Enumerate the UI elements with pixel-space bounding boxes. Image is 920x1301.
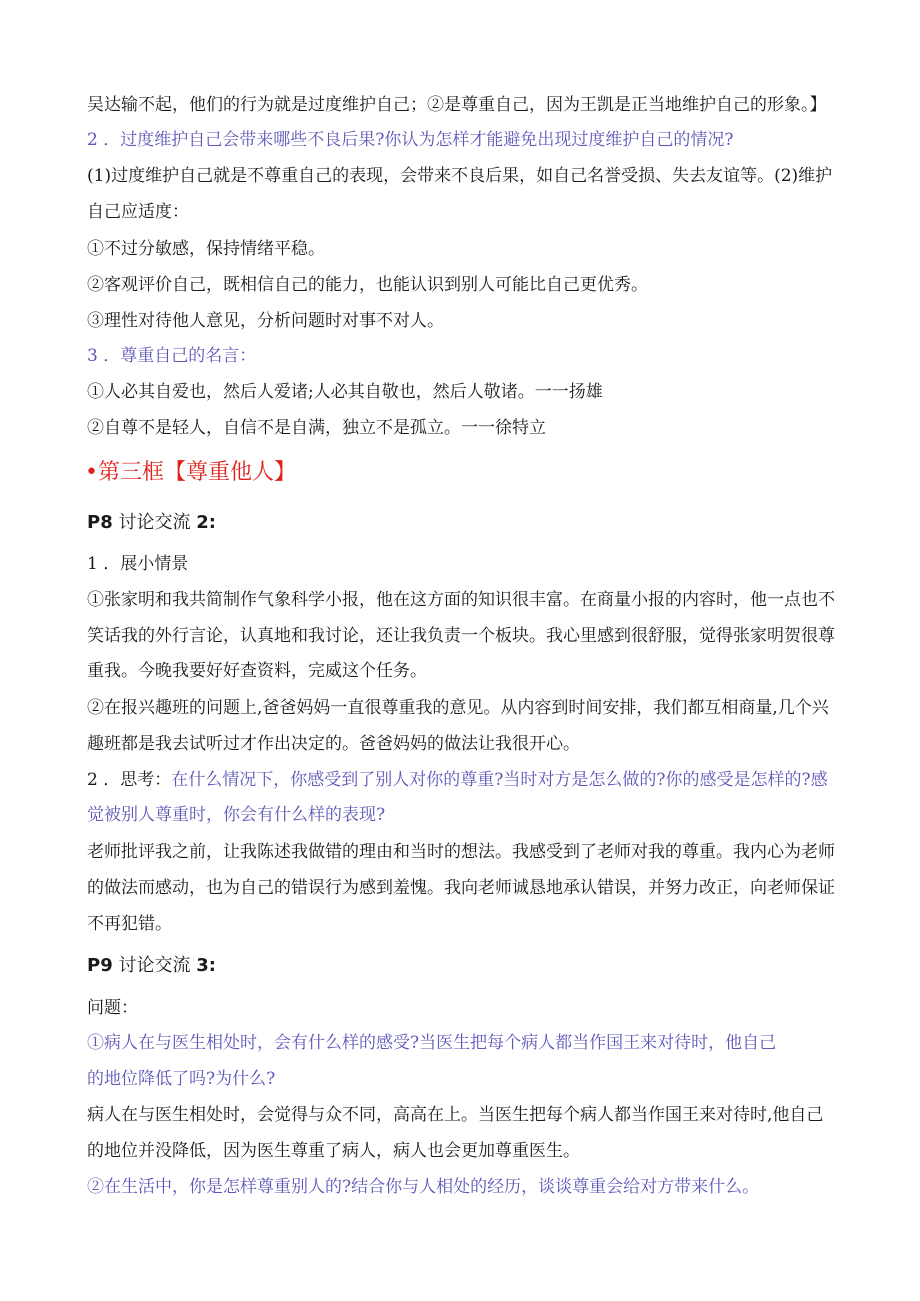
answer-line: 自己应适度：	[87, 202, 189, 222]
scenario-line: ①张家明和我共简制作气象科学小报，他在这方面的知识很丰富。在商量小报的内容时，他一点也不	[87, 590, 835, 610]
think-label: 2 ．思考：	[87, 770, 172, 790]
heading-label: 讨论交流	[118, 955, 191, 976]
answer-line: 病人在与医生相处时，会觉得与众不同，高高在上。当医生把每个病人都当作国王来对待时,他自己	[87, 1105, 824, 1125]
scenario-line: 趣班都是我去试听过才作出决定的。爸爸妈妈的做法让我很开心。	[87, 734, 580, 754]
quote-line: ②自尊不是轻人，自信不是自满，独立不是孤立。一一徐特立	[87, 418, 546, 438]
item-heading: 1 ．展小情景	[87, 554, 189, 574]
heading-number: 3:	[196, 955, 216, 976]
question-1: ①病人在与医生相处时，会有什么样的感受?当医生把每个病人都当作国王来对待时，他自己	[87, 1033, 777, 1053]
answer-line: ②客观评价自己，既相信自己的能力，也能认识到别人可能比自己更优秀。	[87, 275, 648, 295]
scenario-line: ②在报兴趣班的问题上,爸爸妈妈一直很尊重我的意见。从内容到时间安排，我们都互相商量,几个兴	[87, 698, 829, 718]
scenario-line: 笑话我的外行言论，认真地和我讨论，还让我负责一个板块。我心里感到很舒服，觉得张家明贺很尊	[87, 626, 835, 646]
quote-line: ①人必其自爱也，然后人爱诸;人必其自敬也，然后人敬诸。一一扬雄	[87, 382, 603, 402]
scenario-line: 重我。今晚我要好好查资料，完威这个任务。	[87, 661, 427, 681]
question-3: 3 ．尊重自己的名言：	[87, 346, 257, 366]
discussion-heading-p8	[87, 510, 216, 536]
question-label: 问题：	[87, 998, 138, 1018]
page-ref: P9	[87, 955, 113, 976]
answer-line: 老师批评我之前，让我陈述我做错的理由和当时的想法。我感受到了老师对我的尊重。我内心为老师	[87, 842, 835, 862]
section-title: •第三框【尊重他人】	[85, 460, 296, 485]
page-ref: P8	[87, 512, 113, 533]
question-2: 2 ．过度维护自己会带来哪些不良后果?你认为怎样才能避免出现过度维护自己的情况?	[87, 130, 734, 150]
heading-number: 2:	[196, 512, 216, 533]
heading-label: 讨论交流	[118, 512, 191, 533]
think-text: 在什么情况下，你感受到了别人对你的尊重?当时对方是怎么做的?你的感受是怎样的?感	[171, 770, 828, 790]
answer-line: 的做法而感动，也为自己的错误行为感到羞愧。我向老师诚恳地承认错误，并努力改正，向老师保证	[87, 878, 835, 898]
think-question	[87, 768, 828, 792]
answer-line: 不再犯错。	[87, 914, 172, 934]
answer-line: 吴达输不起，他们的行为就是过度维护自己；②是尊重自己，因为王凯是正当地维护自己的形象。】	[87, 95, 827, 115]
question-2: ②在生活中，你是怎样尊重别人的?结合你与人相处的经历，谈谈尊重会给对方带来什么。	[87, 1177, 760, 1197]
answer-line: ③理性对待他人意见，分析问题时对事不对人。	[87, 311, 444, 331]
question-1-cont: 的地位降低了吗?为什么?	[87, 1069, 276, 1089]
discussion-heading-p9	[87, 953, 216, 979]
answer-line: 的地位并没降低，因为医生尊重了病人，病人也会更加尊重医生。	[87, 1141, 580, 1161]
answer-line: (1)过度维护自己就是不尊重自己的表现，会带来不良后果，如自己名誉受损、失去友谊等。(2)维护	[87, 166, 833, 186]
think-question-cont: 觉被别人尊重时，你会有什么样的表现?	[87, 805, 386, 825]
answer-line: ①不过分敏感，保持情绪平稳。	[87, 239, 325, 259]
